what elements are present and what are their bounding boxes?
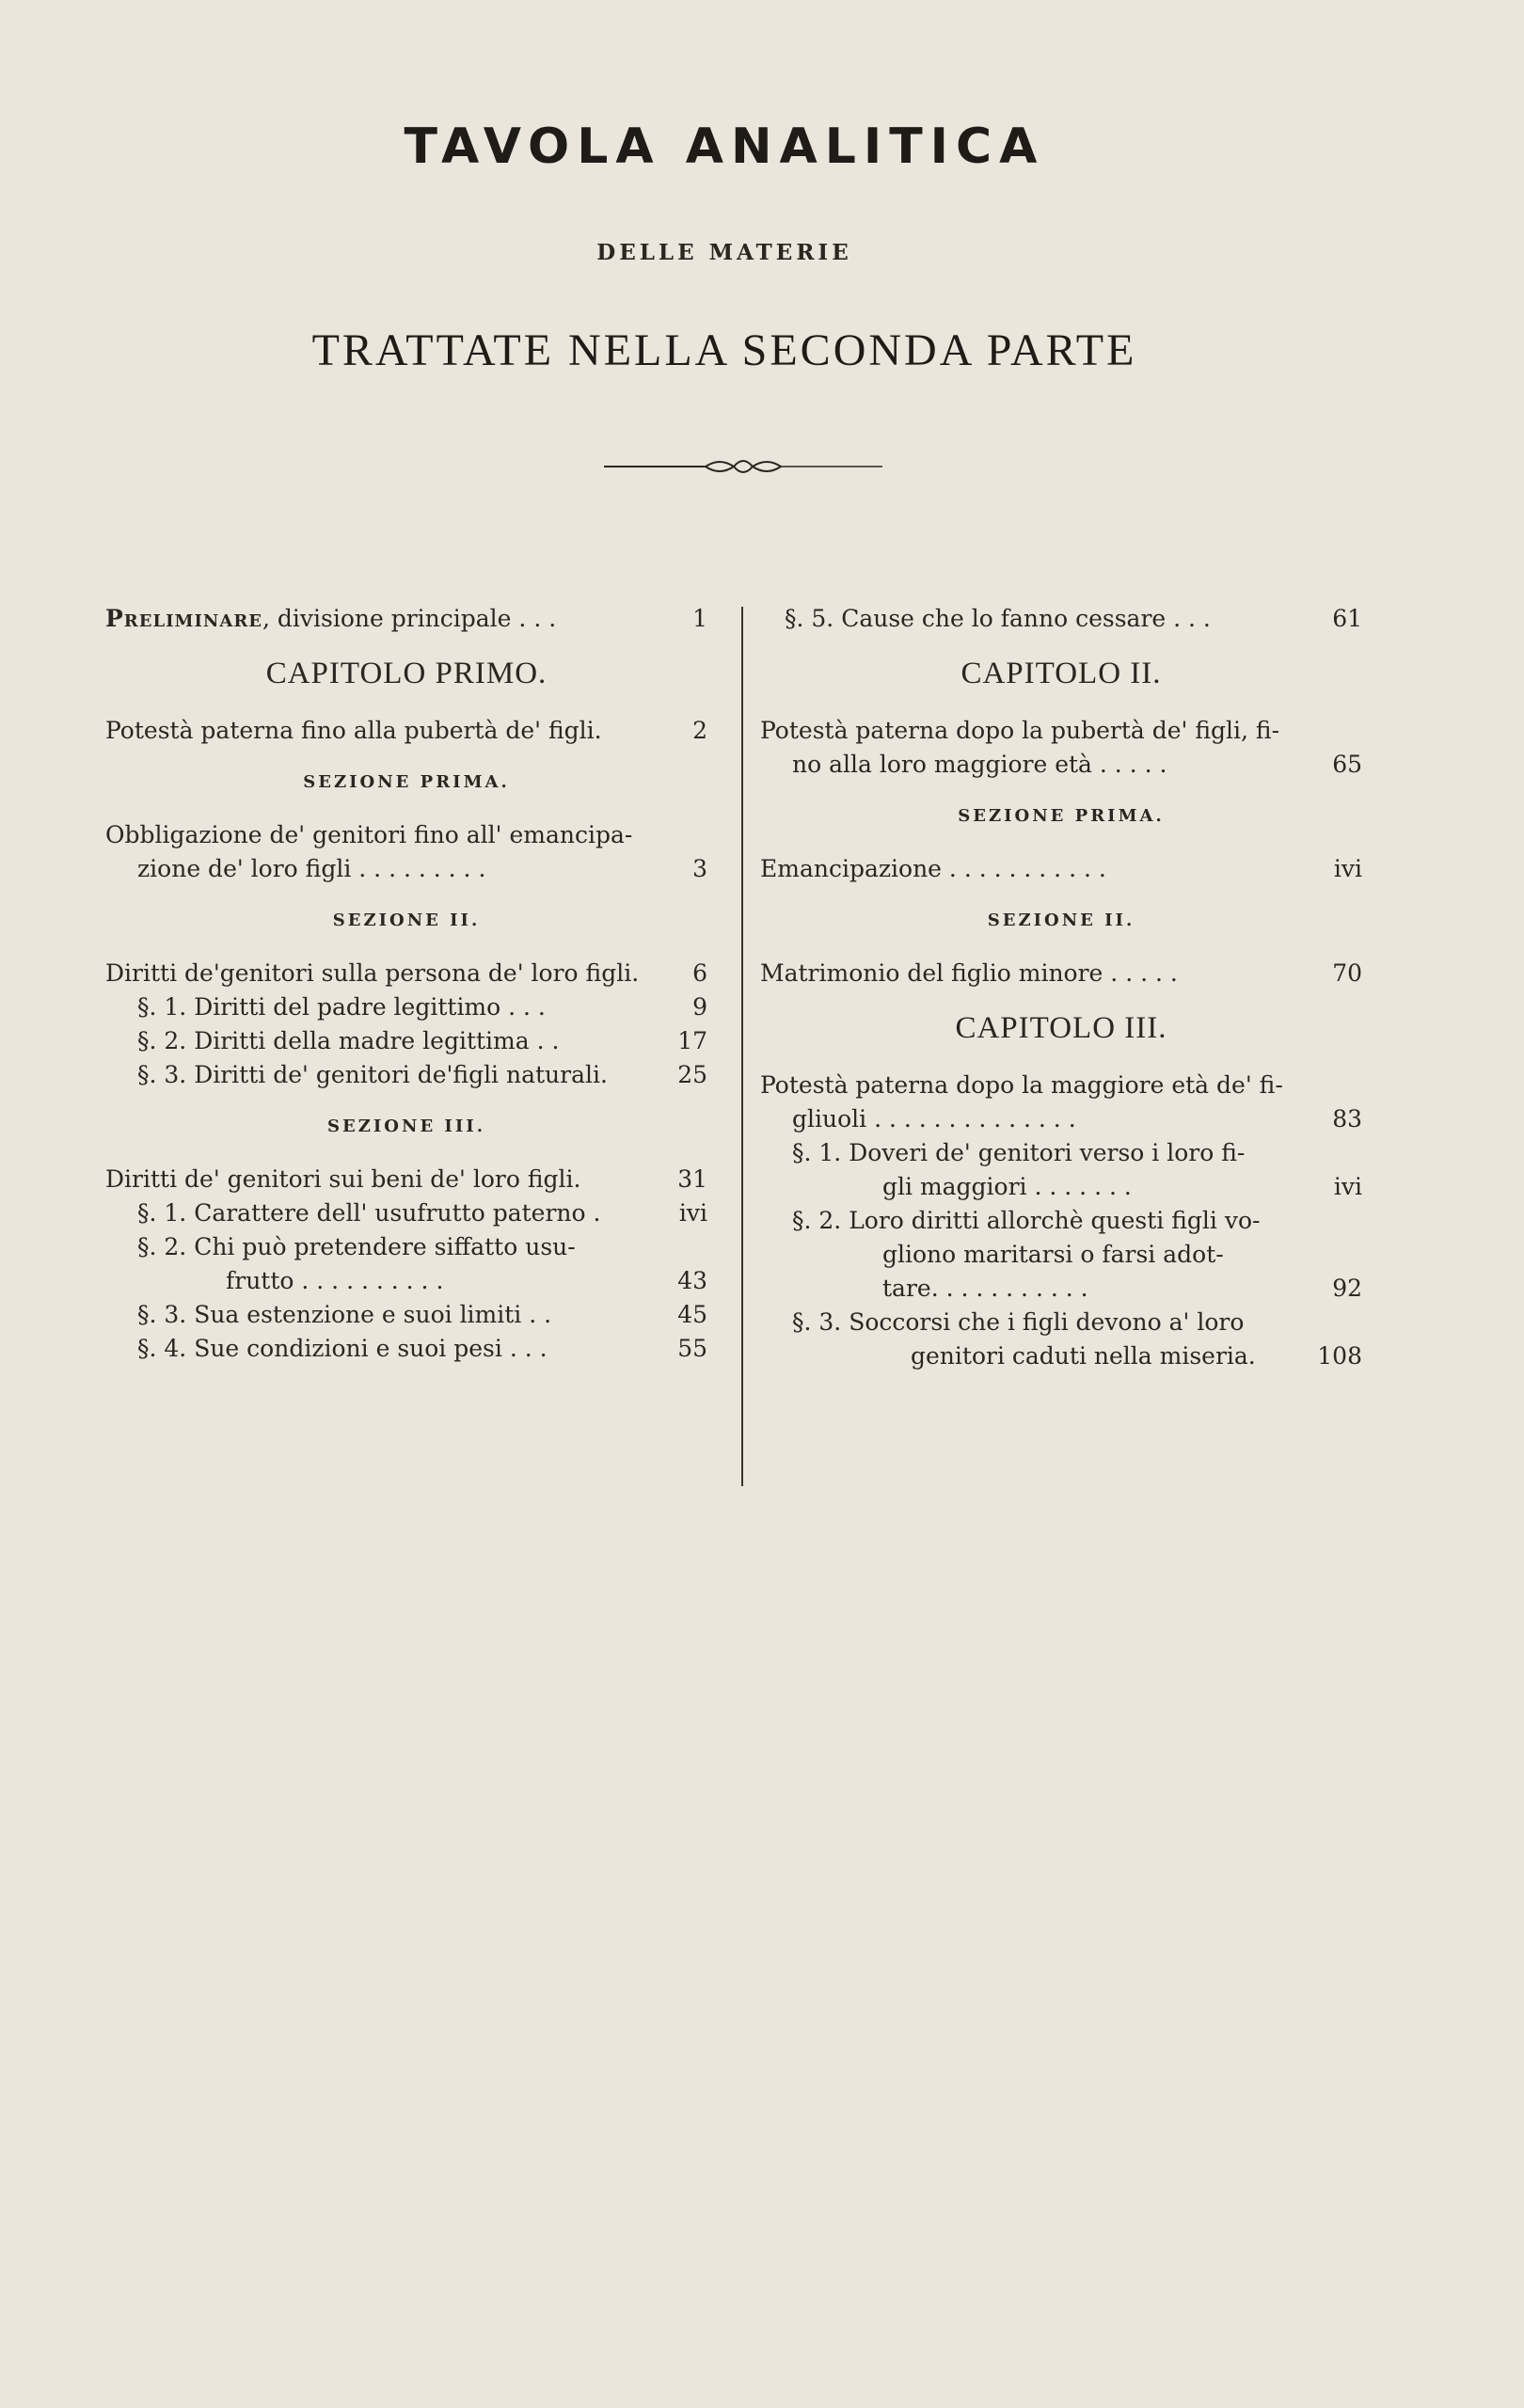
toc-entry: [105, 818, 707, 852]
entry-text: §. 3. Diritti de' genitori de'figli naturali.: [137, 1061, 608, 1088]
entry-text: Emancipazione . . . . . . . . . . .: [760, 855, 1106, 882]
column-divider: [741, 607, 743, 1486]
toc-entry: [105, 1163, 707, 1196]
chapter-heading: CAPITOLO III.: [955, 1011, 1167, 1045]
toc-subentry: [760, 1136, 1362, 1170]
page-number: 43: [677, 1267, 707, 1294]
entry-text: §. 2. Chi può pretendere siffatto usu-: [137, 1233, 576, 1260]
toc-subentry: [105, 1024, 707, 1058]
entry-text: §. 1. Carattere dell' usufrutto paterno .: [137, 1199, 601, 1227]
ornament-divider: [602, 450, 884, 483]
entry-text: §. 3. Sua estenzione e suoi limiti . .: [137, 1301, 552, 1328]
toc-subentry: [105, 1058, 707, 1092]
page-number: 61: [1332, 605, 1362, 632]
section-heading: SEZIONE PRIMA.: [303, 772, 510, 792]
entry-text: Diritti de'genitori sulla persona de' loro figli.: [105, 959, 640, 987]
page-number: ivi: [678, 1199, 707, 1227]
page-number: 65: [1332, 751, 1362, 778]
entry-text: §. 1. Diritti del padre legittimo . . .: [137, 993, 546, 1021]
entry-text: Obbligazione de' genitori fino all' emancipa-: [105, 821, 633, 848]
toc-entry: [105, 602, 707, 636]
toc-entry-continuation: [105, 852, 707, 886]
entry-text: Diritti de' genitori sui beni de' loro figli.: [105, 1165, 581, 1193]
page-number: 9: [692, 993, 707, 1021]
page-number: ivi: [1333, 1173, 1362, 1200]
entry-text: §. 5. Cause che lo fanno cessare . . .: [785, 605, 1211, 632]
toc-subentry-continuation: [105, 1264, 707, 1298]
toc-right-column: [760, 602, 1362, 1373]
entry-text: genitori caduti nella miseria.: [911, 1342, 1256, 1370]
page-number: 6: [692, 959, 707, 987]
entry-text: Potestà paterna dopo la pubertà de' figli, fi-: [760, 717, 1280, 744]
page-number: 1: [692, 605, 707, 632]
entry-label: Preliminare: [105, 605, 262, 632]
page-number: 3: [692, 855, 707, 882]
toc-subentry: [760, 602, 1362, 636]
entry-text: §. 1. Doveri de' genitori verso i loro fi-: [792, 1139, 1246, 1166]
page-number: ivi: [1333, 855, 1362, 882]
chapter-heading: CAPITOLO II.: [960, 657, 1162, 690]
toc-subentry: [105, 1196, 707, 1230]
section-heading: SEZIONE II.: [332, 911, 481, 930]
toc-subentry-continuation: [760, 1339, 1362, 1373]
toc-left-column: [105, 602, 707, 1366]
toc-subentry-continuation: [760, 1170, 1362, 1204]
page-number: 31: [677, 1165, 707, 1193]
entry-text: , divisione principale . . .: [262, 605, 557, 632]
entry-text: Matrimonio del figlio minore . . . . .: [760, 959, 1178, 987]
toc-subentry: [760, 1204, 1362, 1238]
toc-subentry: [105, 1332, 707, 1366]
section-heading: SEZIONE II.: [987, 911, 1135, 930]
page-number: 55: [677, 1335, 707, 1362]
page-subtitle-2: TRATTATE NELLA SECONDA PARTE: [311, 325, 1137, 375]
entry-text: §. 2. Loro diritti allorchè questi figli vo-: [792, 1207, 1261, 1234]
toc-entry: [760, 957, 1362, 990]
toc-subentry: [105, 1230, 707, 1264]
entry-text: §. 3. Soccorsi che i figli devono a' loro: [792, 1308, 1245, 1336]
toc-entry: [105, 957, 707, 990]
page-number: 92: [1332, 1275, 1362, 1302]
page-number: 108: [1317, 1342, 1362, 1370]
entry-text: zione de' loro figli . . . . . . . . .: [137, 855, 486, 882]
page-number: 70: [1332, 959, 1362, 987]
section-heading: SEZIONE III.: [327, 1117, 485, 1136]
toc-entry: [760, 1069, 1362, 1102]
toc-entry: [105, 714, 707, 748]
entry-text: frutto . . . . . . . . . .: [226, 1267, 444, 1294]
toc-subentry-continuation: [760, 1238, 1362, 1272]
entry-text: §. 4. Sue condizioni e suoi pesi . . .: [137, 1335, 548, 1362]
toc-subentry: [105, 990, 707, 1024]
toc-subentry: [760, 1306, 1362, 1339]
toc-entry-continuation: [760, 748, 1362, 782]
toc-subentry-continuation: [760, 1272, 1362, 1306]
toc-subentry: [105, 1298, 707, 1332]
section-heading: SEZIONE PRIMA.: [958, 806, 1165, 826]
entry-text: gliono maritarsi o farsi adot-: [882, 1241, 1224, 1268]
toc-entry: [760, 714, 1362, 748]
page-number: 2: [692, 717, 707, 744]
page-number: 45: [677, 1301, 707, 1328]
page-number: 17: [677, 1027, 707, 1054]
page-number: 25: [677, 1061, 707, 1088]
page-subtitle: DELLE MATERIE: [596, 240, 852, 265]
entry-text: Potestà paterna fino alla pubertà de' figli.: [105, 717, 602, 744]
entry-text: tare. . . . . . . . . . .: [882, 1275, 1088, 1302]
toc-entry: [760, 852, 1362, 886]
entry-text: Potestà paterna dopo la maggiore età de' fi-: [760, 1071, 1283, 1099]
entry-text: no alla loro maggiore età . . . . .: [792, 751, 1167, 778]
entry-text: gliuoli . . . . . . . . . . . . . .: [792, 1105, 1076, 1133]
chapter-heading: CAPITOLO PRIMO.: [265, 657, 548, 690]
entry-text: §. 2. Diritti della madre legittima . .: [137, 1027, 560, 1054]
entry-text: gli maggiori . . . . . . .: [882, 1173, 1132, 1200]
page-title: TAVOLA ANALITICA: [404, 119, 1045, 175]
page-number: 83: [1332, 1105, 1362, 1133]
toc-entry-continuation: [760, 1102, 1362, 1136]
